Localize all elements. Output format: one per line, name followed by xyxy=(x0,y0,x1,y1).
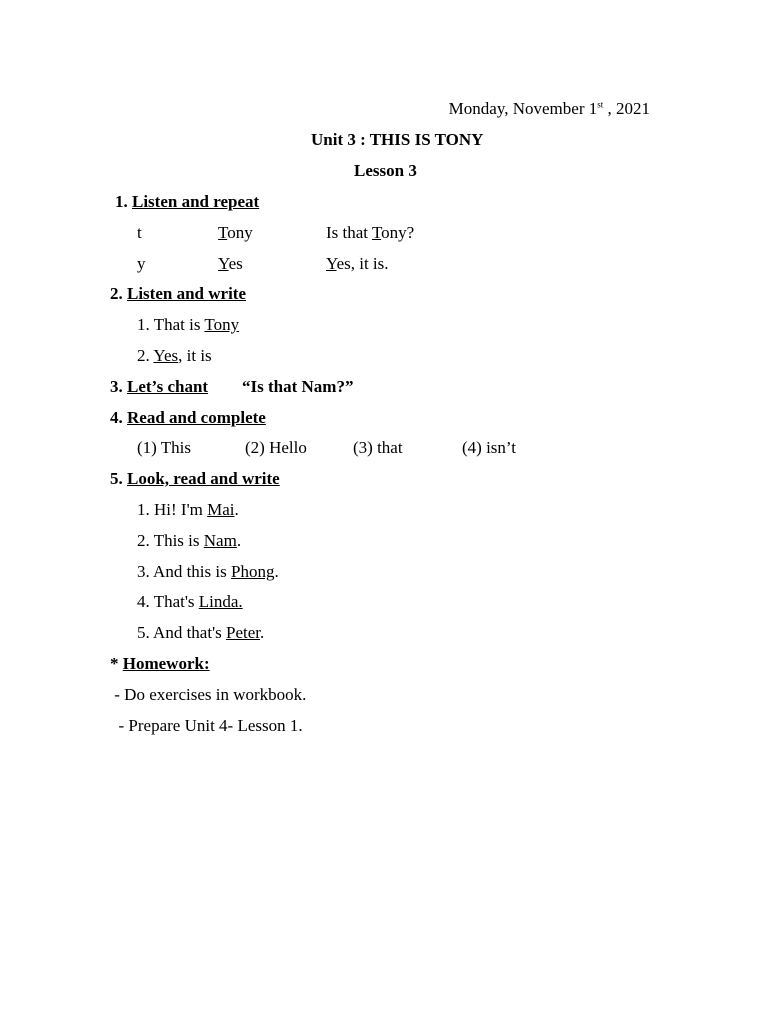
item-suffix: . xyxy=(236,531,242,550)
sound-row-letter-2: y xyxy=(137,254,146,273)
item-answer: Tony xyxy=(204,315,240,334)
section2-number: 2. xyxy=(110,284,127,303)
unit-title: Unit 3 : THIS IS TONY xyxy=(311,130,484,149)
word-rest: es xyxy=(228,254,243,273)
item-answer: Mai xyxy=(207,500,235,519)
item-suffix: . xyxy=(260,623,265,642)
section5-heading xyxy=(110,469,280,489)
answer-4: (4) isn’t xyxy=(462,438,516,457)
sentence-pre: Is that xyxy=(326,223,372,242)
section4-heading xyxy=(110,408,266,428)
item-prefix: 4. That's xyxy=(137,592,199,611)
section1-title: Listen and repeat xyxy=(132,192,260,211)
sound-row-word-2 xyxy=(218,254,243,274)
section2-title: Listen and write xyxy=(127,284,246,303)
item-prefix: 1. Hi! I'm xyxy=(137,500,208,519)
sound-row-letter-1: t xyxy=(137,223,142,242)
section4-number: 4. xyxy=(110,408,127,427)
sentence-highlight: Y xyxy=(326,254,337,273)
section1-number: 1. xyxy=(115,192,132,211)
sentence-post: es, it is. xyxy=(336,254,389,273)
item-answer: Nam xyxy=(203,531,237,550)
list-item xyxy=(137,592,243,612)
item-prefix: 2. xyxy=(137,346,154,365)
date-suffix: st xyxy=(597,99,604,110)
item-suffix: , it is xyxy=(178,346,212,365)
list-item xyxy=(137,562,279,582)
item-prefix: 2. This is xyxy=(137,531,204,550)
section5-number: 5. xyxy=(110,469,127,488)
sound-row-word-1 xyxy=(218,223,253,243)
section1-heading xyxy=(115,192,259,212)
sentence-highlight: T xyxy=(371,223,382,242)
sound-row-sentence-1 xyxy=(326,223,414,243)
item-suffix: . xyxy=(274,562,279,581)
section4-title: Read and complete xyxy=(127,408,266,427)
list-item xyxy=(137,623,264,643)
sound-row-sentence-2 xyxy=(326,254,389,274)
homework-item-2: - Prepare Unit 4- Lesson 1. xyxy=(110,716,303,735)
list-item xyxy=(137,315,239,335)
homework-heading xyxy=(110,654,210,674)
chant-title: “Is that Nam?” xyxy=(242,377,354,396)
item-prefix: 1. That is xyxy=(137,315,205,334)
homework-star: * xyxy=(110,654,123,673)
item-prefix: 5. And that's xyxy=(137,623,227,642)
homework-title: Homework: xyxy=(122,654,210,673)
list-item xyxy=(137,500,239,520)
homework-item-1: - Do exercises in workbook. xyxy=(110,685,307,704)
section3-title: Let’s chant xyxy=(127,377,209,396)
list-item xyxy=(137,531,241,551)
word-highlight: T xyxy=(218,223,228,242)
item-answer: Yes xyxy=(153,346,179,365)
item-answer: Peter xyxy=(226,623,261,642)
section3-number: 3. xyxy=(110,377,127,396)
word-rest: ony xyxy=(227,223,253,242)
list-item xyxy=(137,346,212,366)
section3-heading xyxy=(110,377,208,397)
section2-heading xyxy=(110,284,246,304)
date-year: , 2021 xyxy=(603,99,650,118)
answer-3: (3) that xyxy=(353,438,403,457)
lesson-title: Lesson 3 xyxy=(354,161,417,180)
section5-title: Look, read and write xyxy=(127,469,280,488)
answer-2: (2) Hello xyxy=(245,438,307,457)
item-prefix: 3. And this is xyxy=(137,562,231,581)
date-text: Monday, November 1 xyxy=(448,99,598,118)
item-answer: Phong xyxy=(231,562,275,581)
answer-1: (1) This xyxy=(137,438,191,457)
item-answer: Linda. xyxy=(198,592,243,611)
item-suffix: . xyxy=(234,500,239,519)
date-line xyxy=(449,99,650,119)
word-highlight: Y xyxy=(218,254,229,273)
sentence-post: ony? xyxy=(381,223,415,242)
